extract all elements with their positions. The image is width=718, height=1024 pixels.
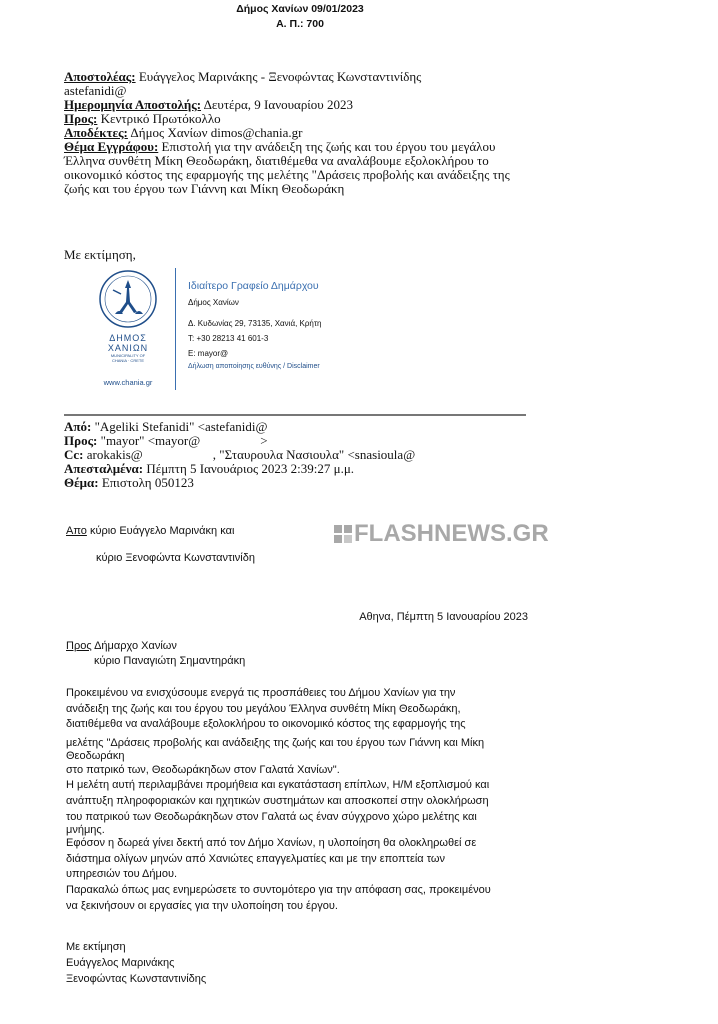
forward-to-close: > [260, 433, 268, 448]
flashnews-watermark [332, 520, 572, 550]
forward-subject-value: Επιστολη 050123 [98, 475, 194, 490]
letter-closing [66, 939, 366, 987]
metadata-block-1 [64, 70, 524, 196]
letter-body [66, 686, 526, 914]
body-p3-line-1: Εφόσον η δωρεά γίνει δεκτή από τον Δήμο Χανίων, η υλοποίηση θα ολοκληρωθεί σε [66, 837, 477, 850]
to-value: Κεντρικό Πρωτόκολλο [97, 111, 221, 126]
subject-line-3: οικονομικό κόστος της εφαρμογής της μελέτης "Δράσεις προβολής και ανάδειξης της [64, 167, 510, 182]
letter-from-line-1 [66, 524, 366, 539]
letter-from-text: κύριο Ευάγγελο Μαρινάκη και [86, 525, 235, 537]
section-divider [64, 414, 526, 416]
forward-subject-row [64, 476, 524, 490]
recipients-label: Αποδέκτες: [64, 125, 128, 140]
logo-text-chanion: ΧΑΝΙΩΝ [107, 343, 149, 353]
logo-emblem-icon [93, 268, 163, 330]
logo-text-dimos: ΔΗΜΟΣ [109, 333, 147, 343]
body-p1-line-6: στο πατρικό των, Θεοδωράκηδων στον Γαλατά Χανίων". [66, 763, 340, 776]
body-p1-line-5: Θεοδωράκη [66, 749, 125, 762]
logo-website-link[interactable]: www.chania.gr [103, 378, 153, 387]
letter-from-prefix: Απο [66, 525, 87, 537]
forward-from-value: "Ageliki Stefanidi" <astefanidi@ [91, 419, 268, 434]
body-p1-line-1: Προκειμένου να ενισχύσουμε ενεργά τις προσπάθειες του Δήμου Χανίων για την [66, 687, 456, 699]
logo-text-municipality: MUNICIPALITY OF [110, 353, 146, 358]
forward-to-row [64, 434, 524, 448]
signature-municipality: Δήμος Χανίων [188, 298, 239, 307]
doc-header-number: Α. Π.: 700 [276, 18, 324, 30]
sender-email: astefanidi@ [64, 83, 127, 98]
body-p3-line-2: διάστημα ολίγων μηνών από Χανιώτες επαγγελματίες και με την εποπτεία των [66, 852, 445, 865]
to-row [64, 112, 524, 126]
signature-disclaimer-link[interactable]: Δήλωση αποποίησης ευθύνης / Disclaimer [188, 363, 320, 370]
body-p4-line-2: να ξεκινήσουν οι εργασίες για την υλοποίηση του έργου. [66, 899, 338, 912]
letter-place-date: Αθηνα, Πέμπτη 5 Ιανουαρίου 2023 [359, 611, 528, 623]
sender-row [64, 70, 524, 84]
sender-label: Αποστολέας: [64, 69, 136, 84]
forward-to-label: Προς: [64, 433, 98, 448]
forward-sent-value: Πέμπτη 5 Ιανουάριος 2023 2:39:27 μ.μ. [143, 461, 355, 476]
body-p2-line-2: ανάπτυξη πληροφοριακών και ηχητικών συστημάτων και αποσκοπεί στην ολοκλήρωση [66, 794, 489, 807]
forward-cc-label: Cc: [64, 447, 84, 462]
date-row [64, 98, 524, 112]
subject-line-1: Επιστολή για την ανάδειξη της ζωής και του έργου του μεγάλου [158, 139, 496, 154]
subject-row [64, 140, 524, 154]
subject-line-2: Έλληνα συνθέτη Μίκη Θεοδωράκη, διατιθέμεθα να αναλάβουμε εξολοκλήρου το [64, 153, 489, 168]
body-p2-line-1: Η μελέτη αυτή περιλαμβάνει προμήθεια και εγκατάσταση επίπλων, Η/Μ εξοπλισμού και [66, 779, 490, 792]
letter-to-text: Δήμαρχο Χανίων [91, 640, 177, 652]
letter-to-prefix: Προς [66, 640, 92, 652]
recipients-value: Δήμος Χανίων dimos@chania.gr [127, 125, 303, 140]
forward-subject-label: Θέμα: [64, 475, 99, 490]
forward-sent-row [64, 462, 524, 476]
body-p2-line-3: του πατρικού των Θεοδωράκηδων στον Γαλατά ως έναν σύγχρονο χώρο μελέτης και [66, 810, 477, 823]
signature-phone: T: +30 28213 41 601-3 [188, 334, 269, 343]
body-p2-line-4: μνήμης. [66, 824, 105, 837]
forward-from-row [64, 420, 524, 434]
metadata-block-2 [64, 420, 524, 490]
subject-line-4: ζωής και του έργου των Γιάννη και Μίκη Θεοδωράκη [64, 181, 345, 196]
sender-value: Ευάγγελος Μαρινάκης - Ξενοφώντας Κωνσταντινίδης [135, 69, 422, 84]
forward-cc-value-2: , "Σταυρουλα Νασιουλα" <snasioula@ [212, 447, 416, 462]
regards-text: Με εκτίμηση, [64, 247, 136, 262]
recipients-row [64, 126, 524, 140]
logo-text-crete: CHANIA · CRETE [111, 358, 144, 363]
signature-email[interactable]: E: mayor@ [188, 349, 229, 358]
to-label: Προς: [64, 111, 98, 126]
forward-from-label: Από: [64, 419, 92, 434]
forward-cc-value-1: arokakis@ [83, 447, 143, 462]
signature-details [188, 280, 321, 370]
signature-address: Δ. Κυδωνίας 29, 73135, Χανιά, Κρήτη [188, 319, 322, 328]
body-p1-line-2: ανάδειξη της ζωής και του έργου του μεγάλου Έλληνα συνθέτη Μίκη Θεοδωράκη, [66, 702, 461, 715]
signature-divider [175, 268, 176, 390]
body-p1-line-3: διατιθέμεθα να αναλάβουμε εξολοκλήρου το οικονομικό κόστος της εφαρμογής της [66, 718, 466, 731]
body-p3-line-3: υπηρεσιών του Δήμου. [66, 868, 178, 881]
date-value: Δευτέρα, 9 Ιανουαρίου 2023 [201, 97, 353, 112]
subject-label: Θέμα Εγγράφου: [64, 139, 159, 154]
letter-to-line-1 [66, 639, 366, 654]
forward-sent-label: Απεσταλμένα: [64, 461, 144, 476]
signer-1: Ευάγγελος Μαρινάκης [66, 957, 175, 969]
signer-2: Ξενοφώντας Κωνσταντινίδης [66, 973, 207, 985]
forward-cc-row [64, 448, 524, 462]
forward-to-value: "mayor" <mayor@ [97, 433, 201, 448]
doc-header-protocol: Δήμος Χανίων 09/01/2023 [236, 3, 364, 15]
date-label: Ημερομηνία Αποστολής: [64, 97, 202, 112]
body-p4-line-1: Παρακαλώ όπως μας ενημερώσετε το συντομότερο για την απόφαση σας, προκειμένου [66, 883, 491, 896]
watermark-text: FLASHNEWS.GR [354, 520, 549, 547]
municipality-logo [88, 266, 168, 391]
closing-text: Με εκτίμηση [66, 941, 126, 953]
letter-from-line-2: κύριο Ξενοφώντα Κωνσταντινίδη [96, 552, 255, 564]
letter-to-line-2: κύριο Παναγιώτη Σημαντηράκη [94, 655, 246, 667]
body-p1-line-4: μελέτης "Δράσεις προβολής και ανάδειξης της ζωής και του έργου των Γιάννη και Μίκη [66, 736, 485, 749]
signature-office: Ιδιαίτερο Γραφείο Δημάρχου [188, 280, 319, 292]
